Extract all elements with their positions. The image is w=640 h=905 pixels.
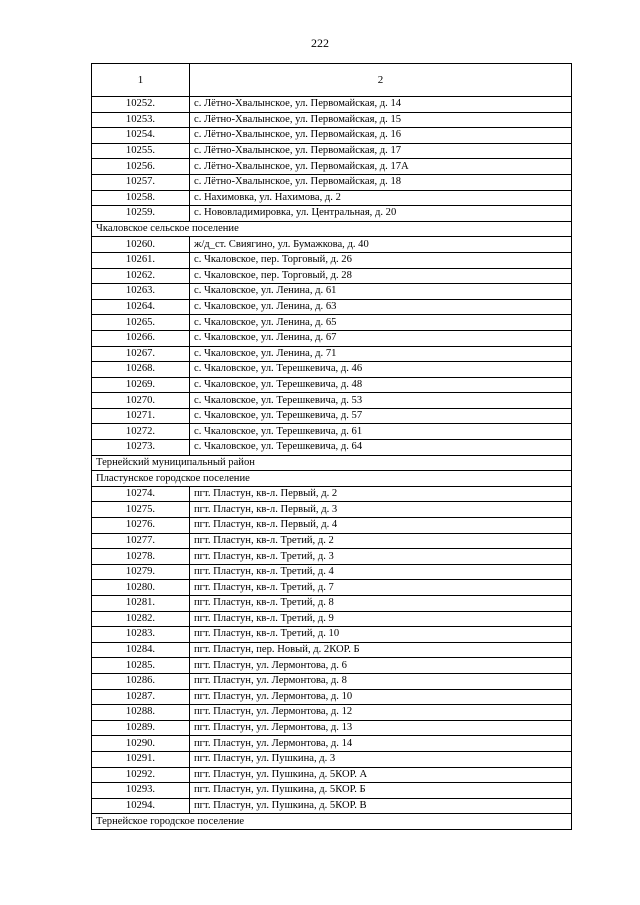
row-address: с. Чкаловское, ул. Терешкевича, д. 61 — [190, 424, 572, 440]
row-address: с. Чкаловское, пер. Торговый, д. 28 — [190, 268, 572, 284]
row-number: 10280. — [92, 580, 190, 596]
page-number: 222 — [311, 36, 329, 50]
row-address: с. Лётно-Хвалынское, ул. Первомайская, д. 15 — [190, 112, 572, 128]
row-number: 10266. — [92, 330, 190, 346]
row-address: пгт. Пластун, ул. Пушкина, д. 5КОР. В — [190, 798, 572, 814]
table-row — [92, 673, 572, 689]
table-row — [92, 112, 572, 128]
table-row — [92, 330, 572, 346]
table-row — [92, 549, 572, 565]
row-number: 10271. — [92, 408, 190, 424]
section-row — [92, 471, 572, 487]
row-address: пгт. Пластун, кв-л. Третий, д. 10 — [190, 627, 572, 643]
row-number: 10267. — [92, 346, 190, 362]
table-row — [92, 377, 572, 393]
table-row — [92, 252, 572, 268]
row-address: с. Чкаловское, ул. Терешкевича, д. 53 — [190, 393, 572, 409]
row-number: 10290. — [92, 736, 190, 752]
table-row — [92, 159, 572, 175]
row-number: 10269. — [92, 377, 190, 393]
row-address: с. Чкаловское, ул. Терешкевича, д. 64 — [190, 440, 572, 456]
row-number: 10260. — [92, 237, 190, 253]
row-number: 10258. — [92, 190, 190, 206]
row-address: ж/д_ст. Свиягино, ул. Бумажкова, д. 40 — [190, 237, 572, 253]
table-row — [92, 798, 572, 814]
row-number: 10252. — [92, 97, 190, 113]
row-number: 10273. — [92, 440, 190, 456]
row-address: пгт. Пластун, кв-л. Первый, д. 4 — [190, 518, 572, 534]
table-row — [92, 627, 572, 643]
table-row — [92, 237, 572, 253]
table-row — [92, 658, 572, 674]
table-row — [92, 424, 572, 440]
row-number: 10270. — [92, 393, 190, 409]
table-row — [92, 720, 572, 736]
section-title: Тернейское городское поселение — [92, 814, 572, 830]
row-address: с. Лётно-Хвалынское, ул. Первомайская, д. 17А — [190, 159, 572, 175]
row-number: 10263. — [92, 284, 190, 300]
row-number: 10283. — [92, 627, 190, 643]
row-number: 10277. — [92, 533, 190, 549]
table-row — [92, 174, 572, 190]
row-address: с. Чкаловское, ул. Ленина, д. 67 — [190, 330, 572, 346]
table-row — [92, 689, 572, 705]
table-row — [92, 284, 572, 300]
row-number: 10264. — [92, 299, 190, 315]
row-number: 10285. — [92, 658, 190, 674]
row-number: 10261. — [92, 252, 190, 268]
row-number: 10294. — [92, 798, 190, 814]
row-address: с. Нововладимировка, ул. Центральная, д. 20 — [190, 206, 572, 222]
row-number: 10254. — [92, 128, 190, 144]
table-header — [92, 64, 572, 97]
table-row — [92, 315, 572, 331]
row-address: пгт. Пластун, ул. Пушкина, д. 5КОР. А — [190, 767, 572, 783]
table-row — [92, 751, 572, 767]
row-address: с. Чкаловское, ул. Терешкевича, д. 46 — [190, 362, 572, 378]
column-header-address: 2 — [190, 64, 572, 97]
row-address: пгт. Пластун, кв-л. Третий, д. 2 — [190, 533, 572, 549]
table-row — [92, 580, 572, 596]
table-row — [92, 611, 572, 627]
row-address: пгт. Пластун, кв-л. Первый, д. 2 — [190, 486, 572, 502]
row-address: с. Чкаловское, ул. Ленина, д. 65 — [190, 315, 572, 331]
table-row — [92, 190, 572, 206]
row-number: 10292. — [92, 767, 190, 783]
column-header-number: 1 — [92, 64, 190, 97]
row-number: 10293. — [92, 783, 190, 799]
table-row — [92, 533, 572, 549]
row-address: с. Чкаловское, ул. Ленина, д. 71 — [190, 346, 572, 362]
row-address: пгт. Пластун, пер. Новый, д. 2КОР. Б — [190, 642, 572, 658]
table-row — [92, 408, 572, 424]
row-address: пгт. Пластун, ул. Пушкина, д. 3 — [190, 751, 572, 767]
table-row — [92, 767, 572, 783]
row-number: 10282. — [92, 611, 190, 627]
table-row — [92, 143, 572, 159]
row-address: с. Лётно-Хвалынское, ул. Первомайская, д. 18 — [190, 174, 572, 190]
row-number: 10268. — [92, 362, 190, 378]
row-address: с. Лётно-Хвалынское, ул. Первомайская, д. 14 — [190, 97, 572, 113]
table-body — [92, 97, 572, 830]
row-address: с. Чкаловское, ул. Ленина, д. 61 — [190, 284, 572, 300]
section-row — [92, 221, 572, 237]
row-number: 10257. — [92, 174, 190, 190]
section-title: Чкаловское сельское поселение — [92, 221, 572, 237]
row-number: 10276. — [92, 518, 190, 534]
row-address: с. Чкаловское, пер. Торговый, д. 26 — [190, 252, 572, 268]
row-number: 10259. — [92, 206, 190, 222]
row-number: 10274. — [92, 486, 190, 502]
row-number: 10287. — [92, 689, 190, 705]
row-number: 10291. — [92, 751, 190, 767]
table-row — [92, 299, 572, 315]
row-number: 10278. — [92, 549, 190, 565]
table-row — [92, 97, 572, 113]
row-address: пгт. Пластун, ул. Пушкина, д. 5КОР. Б — [190, 783, 572, 799]
table-row — [92, 783, 572, 799]
row-number: 10253. — [92, 112, 190, 128]
row-address: пгт. Пластун, ул. Лермонтова, д. 13 — [190, 720, 572, 736]
table-row — [92, 362, 572, 378]
row-address: пгт. Пластун, ул. Лермонтова, д. 8 — [190, 673, 572, 689]
row-address: с. Чкаловское, ул. Терешкевича, д. 48 — [190, 377, 572, 393]
row-address: пгт. Пластун, кв-л. Третий, д. 3 — [190, 549, 572, 565]
row-address: с. Чкаловское, ул. Ленина, д. 63 — [190, 299, 572, 315]
section-title: Тернейский муниципальный район — [92, 455, 572, 471]
row-number: 10272. — [92, 424, 190, 440]
row-address: пгт. Пластун, кв-л. Третий, д. 8 — [190, 596, 572, 612]
table-row — [92, 346, 572, 362]
table-row — [92, 736, 572, 752]
row-address: с. Нахимовка, ул. Нахимова, д. 2 — [190, 190, 572, 206]
table-row — [92, 393, 572, 409]
address-table — [91, 63, 572, 830]
table-row — [92, 564, 572, 580]
row-number: 10281. — [92, 596, 190, 612]
row-number: 10289. — [92, 720, 190, 736]
table-row — [92, 642, 572, 658]
table-row — [92, 518, 572, 534]
row-address: пгт. Пластун, ул. Лермонтова, д. 10 — [190, 689, 572, 705]
table-row — [92, 128, 572, 144]
table-row — [92, 268, 572, 284]
row-number: 10284. — [92, 642, 190, 658]
row-address: пгт. Пластун, кв-л. Третий, д. 4 — [190, 564, 572, 580]
row-number: 10288. — [92, 705, 190, 721]
row-address: пгт. Пластун, ул. Лермонтова, д. 6 — [190, 658, 572, 674]
row-number: 10286. — [92, 673, 190, 689]
table-row — [92, 502, 572, 518]
section-row — [92, 455, 572, 471]
table-row — [92, 596, 572, 612]
row-address: с. Чкаловское, ул. Терешкевича, д. 57 — [190, 408, 572, 424]
row-address: с. Лётно-Хвалынское, ул. Первомайская, д. 17 — [190, 143, 572, 159]
row-number: 10262. — [92, 268, 190, 284]
row-number: 10279. — [92, 564, 190, 580]
section-row — [92, 814, 572, 830]
section-title: Пластунское городское поселение — [92, 471, 572, 487]
table-row — [92, 705, 572, 721]
row-number: 10255. — [92, 143, 190, 159]
row-number: 10256. — [92, 159, 190, 175]
header-row — [92, 64, 572, 97]
row-number: 10265. — [92, 315, 190, 331]
table-row — [92, 206, 572, 222]
row-address: с. Лётно-Хвалынское, ул. Первомайская, д. 16 — [190, 128, 572, 144]
row-number: 10275. — [92, 502, 190, 518]
row-address: пгт. Пластун, ул. Лермонтова, д. 14 — [190, 736, 572, 752]
row-address: пгт. Пластун, кв-л. Третий, д. 9 — [190, 611, 572, 627]
row-address: пгт. Пластун, кв-л. Первый, д. 3 — [190, 502, 572, 518]
table-row — [92, 486, 572, 502]
table-row — [92, 440, 572, 456]
row-address: пгт. Пластун, ул. Лермонтова, д. 12 — [190, 705, 572, 721]
row-address: пгт. Пластун, кв-л. Третий, д. 7 — [190, 580, 572, 596]
